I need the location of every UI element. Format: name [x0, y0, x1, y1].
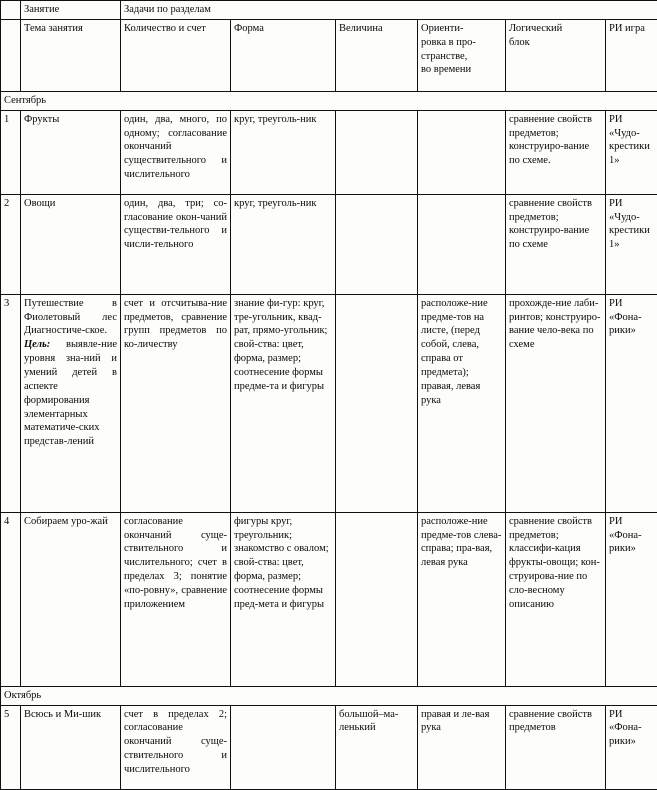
header-col-theme: Тема занятия	[21, 19, 121, 91]
header-col-count: Количество и счет	[121, 19, 231, 91]
row-size: большой–ма-ленький	[336, 705, 418, 789]
row-size	[336, 194, 418, 294]
row-form: фигуры круг, треугольник; знакомство с овалом; свой-ства: цвет, форма, размер; соотнесение формы пред-мета и фигуры	[231, 512, 336, 686]
table-row	[1, 512, 657, 686]
header-group-zadachi: Задачи по разделам	[121, 1, 657, 20]
row-count: счет и отсчитыва-ние предметов, сравнение групп предметов по ко-личеству	[121, 294, 231, 512]
header-col-logic-line2: блок	[509, 37, 530, 48]
table-row	[1, 705, 657, 789]
row-number: 2	[1, 194, 21, 294]
row-number: 1	[1, 110, 21, 194]
month-separator-september	[1, 91, 657, 110]
row-count: один, два, три; со-гласование окон-чаний существи-тельного и числи-тельного	[121, 194, 231, 294]
header-col-num	[1, 19, 21, 91]
header-col-orientation-line1: Ориенти-	[421, 23, 463, 34]
month-label-september: Сентябрь	[1, 91, 657, 110]
row-orientation: расположе-ние предме-тов на листе, (перед собой, слева, справа от предмета); правая, левая рука	[418, 294, 506, 512]
row-game: РИ «Фона-рики»	[606, 512, 657, 686]
row-orientation: расположе-ние предме-тов слева-справа; пра-вая, левая рука	[418, 512, 506, 686]
row-theme-title: Путешествие в Фиолетовый лес	[24, 298, 117, 323]
row-number: 5	[1, 705, 21, 789]
row-count: согласование окончаний суще-ствительного и числительного; счет в пределах 3; понятие «по-ровну», сравнение приложением	[121, 512, 231, 686]
row-count: счет в пределах 2; согласование окончаний суще-ствительного и числительного	[121, 705, 231, 789]
header-col-orientation-line2: ровка в про-	[421, 37, 476, 48]
row-theme	[21, 294, 121, 512]
row-theme: Фрукты	[21, 110, 121, 194]
row-game: РИ «Фона-рики»	[606, 705, 657, 789]
row-theme: Всюсь и Ми-шик	[21, 705, 121, 789]
row-game: РИ «Чудо-крестики 1»	[606, 194, 657, 294]
row-size	[336, 110, 418, 194]
header-col-orientation	[418, 19, 506, 91]
header-col-size: Величина	[336, 19, 418, 91]
row-size	[336, 294, 418, 512]
header-corner-cell	[1, 1, 21, 20]
row-logic: прохожде-ние лаби-ринтов; конструиро-вание чело-века по схеме	[506, 294, 606, 512]
row-size	[336, 512, 418, 686]
row-game: РИ «Чудо-крестики 1»	[606, 110, 657, 194]
header-col-orientation-line3: странстве,	[421, 51, 467, 62]
row-form: круг, треуголь-ник	[231, 110, 336, 194]
month-separator-october	[1, 686, 657, 705]
row-count: один, два, много, по одному; согласование окончаний существительного и числительного	[121, 110, 231, 194]
row-logic: сравнение свойств предметов; классифи-кация фрукты-овощи; кон-струирова-ние по сло-весному описанию	[506, 512, 606, 686]
row-orientation: правая и ле-вая рука	[418, 705, 506, 789]
header-col-orientation-line4: во времени	[421, 64, 471, 75]
row-orientation	[418, 110, 506, 194]
row-orientation	[418, 194, 506, 294]
row-form: круг, треуголь-ник	[231, 194, 336, 294]
month-label-october: Октябрь	[1, 686, 657, 705]
table-row	[1, 110, 657, 194]
row-theme-goal-text: выявле-ние уровня зна-ний и умений детей в аспекте формирования элементарных математиче-ских представ-лений	[24, 339, 117, 447]
row-logic: сравнение свойств предметов; конструиро-вание по схеме.	[506, 110, 606, 194]
table-row	[1, 194, 657, 294]
row-theme: Овощи	[21, 194, 121, 294]
header-col-form: Форма	[231, 19, 336, 91]
header-columns-row	[1, 19, 657, 91]
header-group-row	[1, 1, 657, 20]
row-form	[231, 705, 336, 789]
row-number: 4	[1, 512, 21, 686]
row-form: знание фи-гур: круг, тре-угольник, квад-рат, прямо-угольник; свой-ства: цвет, форма, размер; соотнесение формы предме-та и фигуры	[231, 294, 336, 512]
table-row	[1, 294, 657, 512]
row-number: 3	[1, 294, 21, 512]
row-game: РИ «Фона-рики»	[606, 294, 657, 512]
row-theme-goal-label: Цель:	[24, 339, 50, 350]
header-col-logic	[506, 19, 606, 91]
header-col-logic-line1: Логический	[509, 23, 562, 34]
row-logic: сравнение свойств предметов; конструиро-вание по схеме	[506, 194, 606, 294]
row-theme-subtitle: Диагностиче-ское.	[24, 325, 107, 336]
row-logic: сравнение свойств предметов	[506, 705, 606, 789]
header-col-game: РИ игра	[606, 19, 657, 91]
header-group-zanyatie: Занятие	[21, 1, 121, 20]
row-theme: Собираем уро-жай	[21, 512, 121, 686]
